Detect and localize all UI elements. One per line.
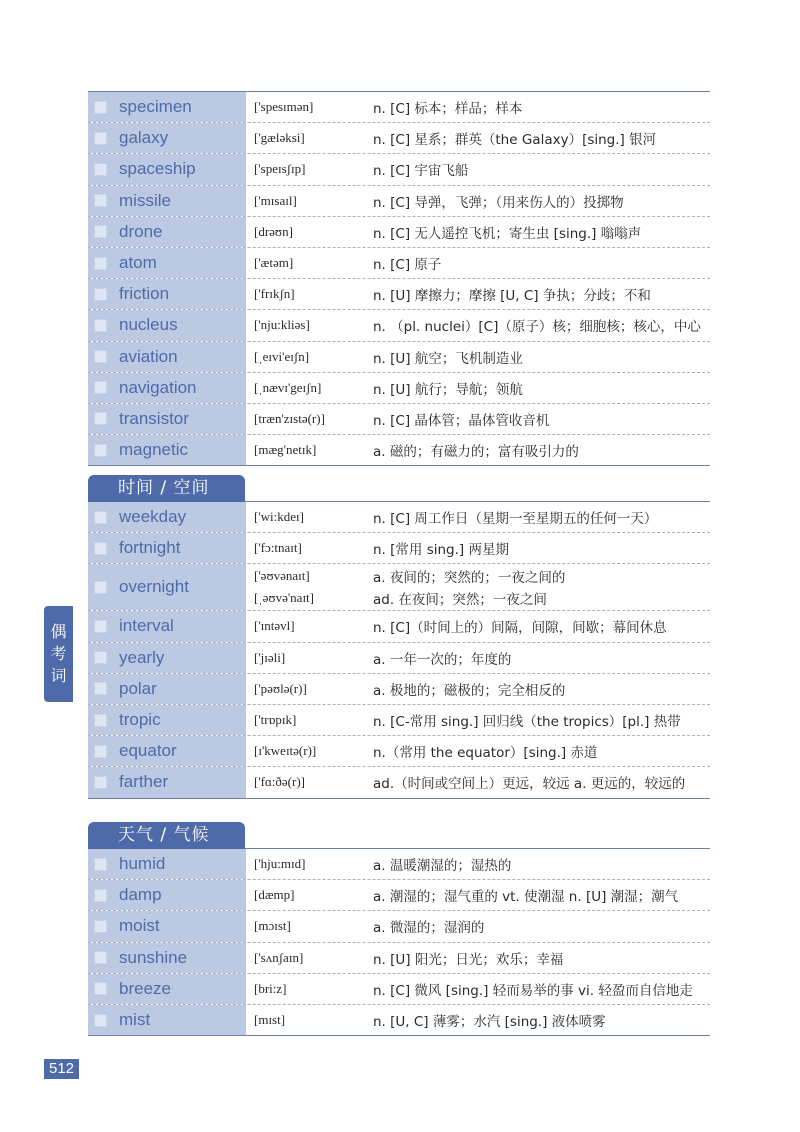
section-title: 时间 / 空间: [88, 475, 245, 502]
word-text: farther: [119, 772, 169, 792]
definition-text: ad.（时间或空间上）更远，较远 a. 更远的，较远的: [373, 776, 686, 793]
vocab-rows: [88, 849, 710, 1036]
vocab-row: [88, 564, 710, 611]
vocab-word: [88, 533, 246, 563]
phonetic-text: ['fɔ:tnaɪt]: [254, 540, 302, 556]
phonetic-column: [246, 373, 369, 403]
checkbox-icon[interactable]: [94, 951, 107, 964]
definition-column: [369, 342, 710, 372]
vocab-row: [88, 736, 710, 767]
phonetic-text: [ˌeɪvi'eɪʃn]: [254, 348, 310, 364]
phonetic-column: [246, 404, 369, 434]
word-text: navigation: [119, 377, 197, 397]
checkbox-icon[interactable]: [94, 444, 107, 457]
checkbox-icon[interactable]: [94, 163, 107, 176]
definition-text: n. [C] 周工作日（星期一至星期五的任何一天）: [373, 511, 658, 528]
phonetic-column: [246, 611, 369, 641]
definition-column: [369, 404, 710, 434]
phonetic-column: [246, 736, 369, 766]
vocab-word: [88, 736, 246, 766]
definition-column: [369, 643, 710, 673]
word-text: tropic: [119, 710, 161, 730]
definition-text: a. 微湿的；湿润的: [373, 920, 485, 937]
checkbox-icon[interactable]: [94, 132, 107, 145]
vocab-word: [88, 767, 246, 797]
phonetic-text: ['spesɪmən]: [254, 99, 314, 115]
definition-column: [369, 674, 710, 704]
vocab-row: [88, 310, 710, 341]
word-text: friction: [119, 284, 170, 304]
word-text: transistor: [119, 408, 189, 428]
definition-column: [369, 123, 710, 153]
vocab-row: [88, 643, 710, 674]
section-title: 天气 / 气候: [88, 822, 245, 849]
vocab-word: [88, 92, 246, 122]
definition-text: a. 潮湿的；湿气重的 vt. 使潮湿 n. [U] 潮湿；潮气: [373, 889, 679, 906]
phonetic-text: ['sʌnʃaɪn]: [254, 949, 304, 965]
word-text: interval: [119, 616, 174, 636]
word-text: nucleus: [119, 315, 178, 335]
vocab-row: [88, 217, 710, 248]
phonetic-column: [246, 705, 369, 735]
vocab-rows: [88, 92, 710, 465]
definition-column: [369, 92, 710, 122]
definition-text: n. [U] 航空；飞机制造业: [373, 350, 523, 367]
vocab-row: [88, 533, 710, 564]
definition-text: n. [C]（时间上的）间隔，间隙，间歇；幕间休息: [373, 620, 667, 637]
vocab-word: [88, 404, 246, 434]
checkbox-icon[interactable]: [94, 682, 107, 695]
word-text: equator: [119, 741, 177, 761]
phonetic-column: [246, 767, 369, 797]
checkbox-icon[interactable]: [94, 412, 107, 425]
definition-column: [369, 217, 710, 247]
vocab-row: [88, 373, 710, 404]
phonetic-text: ['trɒpɪk]: [254, 712, 297, 728]
vocab-row: [88, 92, 710, 123]
phonetic-column: [246, 279, 369, 309]
checkbox-icon[interactable]: [94, 651, 107, 664]
definition-column: [369, 705, 710, 735]
definition-column: [369, 849, 710, 879]
definition-text: n. [C] 无人遥控飞机；寄生虫 [sing.] 嗡嗡声: [373, 225, 642, 242]
vocab-word: [88, 217, 246, 247]
side-tab: [44, 606, 73, 702]
vocab-row: [88, 911, 710, 942]
vocab-word: [88, 186, 246, 216]
vocab-word: [88, 643, 246, 673]
vocab-section-time-space: [88, 475, 710, 799]
word-text: mist: [119, 1010, 151, 1030]
definition-text: a. 夜间的；突然的；一夜之间的: [373, 570, 566, 587]
side-tab-char: 偶: [50, 622, 67, 641]
phonetic-text: ['nju:kliəs]: [254, 317, 310, 333]
vocab-row: [88, 611, 710, 642]
phonetic-column: [246, 342, 369, 372]
word-text: fortnight: [119, 538, 181, 558]
vocab-word: [88, 674, 246, 704]
word-text: moist: [119, 916, 160, 936]
phonetic-column: [246, 533, 369, 563]
definition-column: [369, 611, 710, 641]
vocab-word: [88, 611, 246, 641]
vocab-word: [88, 373, 246, 403]
definition-text: n. [C-常用 sing.] 回归线（the tropics）[pl.] 热带: [373, 714, 681, 731]
side-tab-char: 词: [50, 666, 67, 685]
word-text: breeze: [119, 978, 171, 998]
phonetic-column: [246, 154, 369, 184]
phonetic-column: [246, 123, 369, 153]
vocab-row: [88, 154, 710, 185]
definition-text: a. 一年一次的；年度的: [373, 651, 512, 668]
word-text: overnight: [119, 577, 189, 597]
vocab-row: [88, 849, 710, 880]
phonetic-text: [træn'zɪstə(r)]: [254, 410, 325, 426]
phonetic-column: [246, 502, 369, 532]
definition-column: [369, 564, 710, 610]
vocab-row: [88, 705, 710, 736]
phonetic-column: [246, 943, 369, 973]
word-text: spaceship: [119, 159, 196, 179]
checkbox-icon[interactable]: [94, 288, 107, 301]
checkbox-icon[interactable]: [94, 889, 107, 902]
word-text: aviation: [119, 346, 178, 366]
definition-column: [369, 373, 710, 403]
definition-text: n. [U] 阳光；日光；欢乐；幸福: [373, 951, 564, 968]
vocab-row: [88, 248, 710, 279]
checkbox-icon[interactable]: [94, 858, 107, 871]
definition-text: a. 磁的；有磁力的；富有吸引力的: [373, 444, 579, 461]
definition-text: n. [C] 晶体管；晶体管收音机: [373, 412, 550, 429]
phonetic-text: ['ætəm]: [254, 255, 294, 271]
vocab-row: [88, 342, 710, 373]
vocab-word: [88, 705, 246, 735]
word-text: atom: [119, 253, 157, 273]
vocab-rows: [88, 502, 710, 799]
phonetic-text: ['frɪkʃn]: [254, 286, 295, 302]
word-text: yearly: [119, 647, 165, 667]
definition-text: n. [常用 sing.] 两星期: [373, 542, 509, 559]
phonetic-text: [ˌnævɪ'geɪʃn]: [254, 379, 322, 395]
phonetic-column: [246, 92, 369, 122]
phonetic-column: [246, 435, 369, 465]
checkbox-icon[interactable]: [94, 381, 107, 394]
checkbox-icon[interactable]: [94, 511, 107, 524]
definition-column: [369, 943, 710, 973]
checkbox-icon[interactable]: [94, 714, 107, 727]
word-text: magnetic: [119, 440, 188, 460]
phonetic-text: [dæmp]: [254, 887, 295, 903]
definition-text: n. [C] 微风 [sing.] 轻而易举的事 vi. 轻盈而自信地走: [373, 982, 693, 999]
definition-column: [369, 1005, 710, 1035]
phonetic-text: ['jɪəli]: [254, 649, 286, 665]
definition-text: n. [C] 标本；样品；样本: [373, 101, 523, 118]
word-text: specimen: [119, 97, 192, 117]
definition-text: n. [C] 宇宙飞船: [373, 163, 469, 180]
definition-column: [369, 736, 710, 766]
checkbox-icon[interactable]: [94, 319, 107, 332]
vocab-row: [88, 123, 710, 154]
phonetic-text: [mɪst]: [254, 1012, 286, 1028]
vocab-word: [88, 502, 246, 532]
definition-text: n. [U] 摩擦力；摩擦 [U, C] 争执；分歧；不和: [373, 288, 651, 305]
definition-column: [369, 186, 710, 216]
phonetic-text: ['speɪsʃɪp]: [254, 161, 306, 177]
vocab-row: [88, 404, 710, 435]
phonetic-text: [bri:z]: [254, 980, 287, 996]
definition-column: [369, 880, 710, 910]
checkbox-icon[interactable]: [94, 776, 107, 789]
vocab-word: [88, 974, 246, 1004]
checkbox-icon[interactable]: [94, 745, 107, 758]
vocab-word: [88, 279, 246, 309]
checkbox-icon[interactable]: [94, 620, 107, 633]
checkbox-icon[interactable]: [94, 542, 107, 555]
vocab-word: [88, 943, 246, 973]
word-text: drone: [119, 221, 163, 241]
definition-text: n. [U] 航行；导航；领航: [373, 381, 523, 398]
word-text: damp: [119, 885, 162, 905]
vocab-row: [88, 435, 710, 465]
phonetic-text: ['hju:mɪd]: [254, 856, 306, 872]
vocab-word: [88, 342, 246, 372]
definition-column: [369, 911, 710, 941]
vocab-section-weather: [88, 822, 710, 1036]
definition-column: [369, 154, 710, 184]
vocab-row: [88, 502, 710, 533]
phonetic-text: ['mɪsaɪl]: [254, 192, 297, 208]
vocab-word: [88, 849, 246, 879]
phonetic-column: [246, 849, 369, 879]
phonetic-column: [246, 674, 369, 704]
vocab-word: [88, 435, 246, 465]
definition-column: [369, 974, 710, 1004]
phonetic-text: ['wi:kdeɪ]: [254, 509, 304, 525]
section-header: [88, 475, 710, 502]
checkbox-icon[interactable]: [94, 920, 107, 933]
word-text: weekday: [119, 507, 187, 527]
checkbox-icon[interactable]: [94, 101, 107, 114]
section-divider: [245, 848, 710, 849]
phonetic-column: [246, 186, 369, 216]
definition-column: [369, 435, 710, 465]
phonetic-text: ['pəʊlə(r)]: [254, 680, 307, 696]
vocab-row: [88, 943, 710, 974]
phonetic-column: [246, 880, 369, 910]
phonetic-text: ['ɪntəvl]: [254, 618, 295, 634]
phonetic-column: [246, 911, 369, 941]
word-text: sunshine: [119, 947, 188, 967]
phonetic-column: [246, 1005, 369, 1035]
definition-text: a. 极地的；磁极的；完全相反的: [373, 682, 566, 699]
definition-column: [369, 248, 710, 278]
vocab-word: [88, 564, 246, 610]
definition-text: n. [C] 原子: [373, 257, 442, 274]
phonetic-column: [246, 248, 369, 278]
vocab-row: [88, 974, 710, 1005]
vocab-row: [88, 1005, 710, 1035]
vocab-row: [88, 279, 710, 310]
word-text: missile: [119, 190, 171, 210]
definition-text: n. [C] 星系；群英（the Galaxy）[sing.] 银河: [373, 132, 657, 149]
definition-text: n.（常用 the equator）[sing.] 赤道: [373, 745, 598, 762]
checkbox-icon[interactable]: [94, 257, 107, 270]
vocab-word: [88, 911, 246, 941]
phonetic-text: [mæg'netɪk]: [254, 442, 317, 458]
phonetic-text: ['fɑ:ðə(r)]: [254, 774, 305, 790]
side-tab-char: 考: [50, 644, 67, 663]
phonetic-text: ['əʊvənaɪt]: [254, 568, 310, 584]
definition-column: [369, 767, 710, 797]
phonetic-text: [mɔɪst]: [254, 918, 291, 934]
definition-column: [369, 310, 710, 340]
word-text: galaxy: [119, 128, 169, 148]
vocab-word: [88, 154, 246, 184]
vocab-row: [88, 880, 710, 911]
definition-text: a. 温暖潮湿的；湿热的: [373, 858, 512, 875]
vocab-row: [88, 186, 710, 217]
definition-text: n. （pl. nuclei）[C]（原子）核；细胞核；核心，中心: [373, 319, 701, 336]
definition-column: [369, 533, 710, 563]
vocab-word: [88, 310, 246, 340]
word-text: humid: [119, 854, 166, 874]
vocab-word: [88, 1005, 246, 1035]
phonetic-text: ['gæləksi]: [254, 130, 305, 146]
phonetic-column: [246, 564, 369, 610]
definition-column: [369, 279, 710, 309]
phonetic-column: [246, 643, 369, 673]
word-text: polar: [119, 678, 157, 698]
vocab-word: [88, 880, 246, 910]
section-header: [88, 822, 710, 849]
vocab-row: [88, 767, 710, 797]
section-divider: [245, 501, 710, 502]
definition-column: [369, 502, 710, 532]
phonetic-column: [246, 974, 369, 1004]
checkbox-icon[interactable]: [94, 225, 107, 238]
phonetic-text: [ˌəʊvə'naɪt]: [254, 590, 314, 606]
phonetic-column: [246, 217, 369, 247]
phonetic-text: [ɪ'kweɪtə(r)]: [254, 743, 317, 759]
checkbox-icon[interactable]: [94, 1014, 107, 1027]
phonetic-column: [246, 310, 369, 340]
vocab-section-science: [88, 91, 710, 466]
definition-text: n. [U, C] 薄雾；水汽 [sing.] 液体喷雾: [373, 1014, 606, 1031]
phonetic-text: [drəʊn]: [254, 223, 293, 239]
page-number: 512: [44, 1059, 79, 1079]
checkbox-icon[interactable]: [94, 982, 107, 995]
checkbox-icon[interactable]: [94, 350, 107, 363]
definition-text: ad. 在夜间；突然；一夜之间: [373, 592, 547, 609]
definition-text: n. [C] 导弹，飞弹；（用来伤人的）投掷物: [373, 194, 624, 211]
vocab-word: [88, 248, 246, 278]
vocab-word: [88, 123, 246, 153]
checkbox-icon[interactable]: [94, 194, 107, 207]
checkbox-icon[interactable]: [94, 581, 107, 594]
vocab-row: [88, 674, 710, 705]
